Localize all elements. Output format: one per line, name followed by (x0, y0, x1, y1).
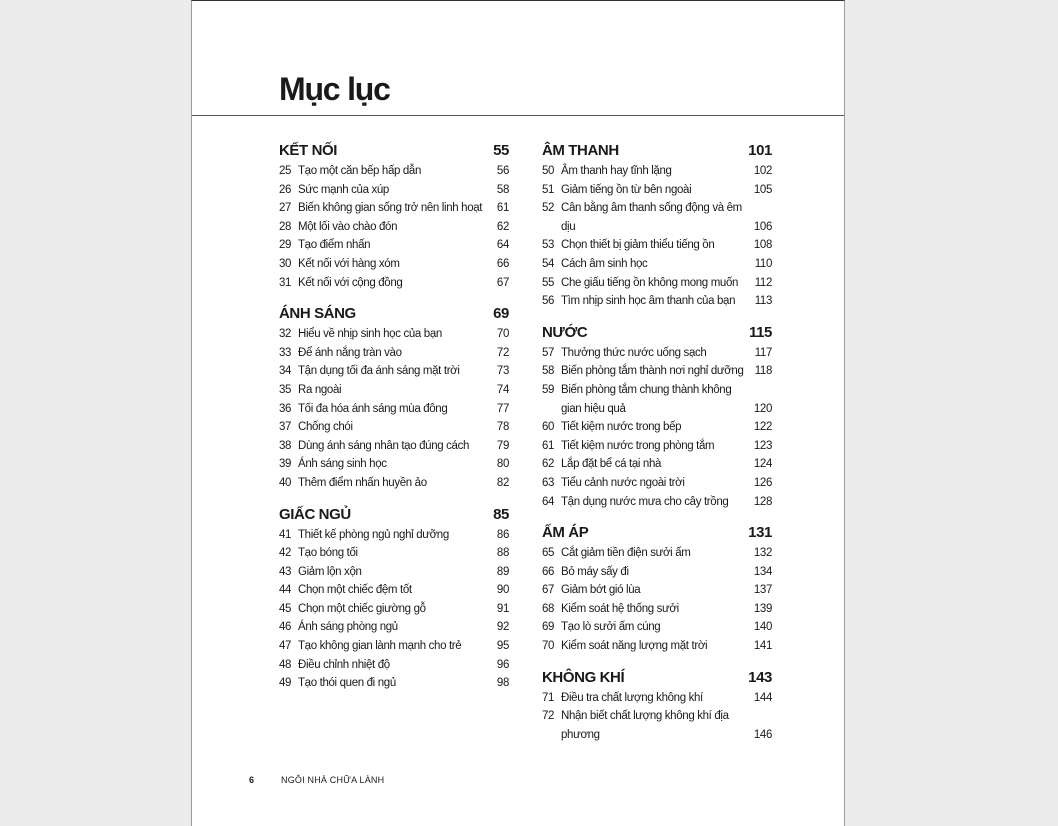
toc-entry[interactable] (542, 563, 772, 582)
entry-number: 57 (542, 346, 555, 359)
toc-entry[interactable] (542, 689, 772, 708)
toc-entry[interactable] (279, 563, 509, 582)
toc-column-left (279, 140, 509, 704)
entry-number: 36 (279, 402, 292, 415)
entry-title: Tạo điểm nhấn (298, 239, 371, 252)
entry-number: 48 (279, 658, 292, 671)
toc-entry[interactable] (279, 581, 509, 600)
section-title: ÁNH SÁNG (279, 305, 356, 323)
footer-page-number: 6 (249, 775, 255, 785)
entry-number: 39 (279, 458, 292, 471)
entry-title: Biến phòng tắm thành nơi nghỉ dưỡng (561, 365, 744, 378)
entry-number: 47 (279, 640, 292, 653)
toc-entry[interactable] (279, 274, 509, 293)
entry-number: 34 (279, 365, 292, 378)
toc-entry[interactable] (279, 362, 509, 381)
entry-page: 105 (753, 183, 772, 196)
entry-number: 64 (542, 495, 555, 508)
entry-number: 31 (279, 276, 292, 289)
entry-number: 62 (542, 458, 555, 471)
entry-title: Tạo không gian lành mạnh cho trẻ (298, 640, 462, 653)
entry-page: 120 (753, 402, 772, 415)
toc-entry[interactable] (279, 674, 509, 693)
entry-title: Ra ngoài (298, 383, 342, 396)
toc-entry[interactable] (279, 218, 509, 237)
toc-entry[interactable] (279, 544, 509, 563)
toc-entry[interactable] (279, 437, 509, 456)
toc-section (279, 140, 509, 292)
page-title: Mục lục (279, 71, 390, 107)
title-divider (192, 115, 844, 116)
entry-number: 72 (542, 710, 555, 723)
toc-entry[interactable] (279, 618, 509, 637)
footer-book-title: NGÔI NHÀ CHỮA LÀNH (281, 775, 385, 785)
entry-page: 126 (753, 476, 772, 489)
entry-title: Tìm nhịp sinh học âm thanh của bạn (561, 295, 736, 308)
entry-page: 66 (496, 257, 509, 270)
section-title: ÂM THANH (542, 142, 619, 159)
toc-entry[interactable] (279, 199, 509, 218)
entry-page: 92 (496, 621, 509, 634)
entry-number: 49 (279, 677, 292, 690)
entry-page: 132 (753, 547, 772, 560)
entry-page: 110 (754, 257, 772, 270)
entry-title: Kiểm soát hệ thống sưởi (561, 602, 679, 615)
toc-entry[interactable] (542, 162, 772, 181)
section-heading[interactable] (542, 322, 772, 344)
entry-page: 62 (496, 220, 509, 233)
entry-title: Tận dụng tối đa ánh sáng mặt trời (298, 365, 460, 378)
entry-title: Tiết kiệm nước trong phòng tắm (561, 439, 715, 452)
section-page: 115 (749, 323, 772, 341)
entry-title: Bỏ máy sấy đi (561, 565, 629, 578)
entry-title: Tạo thói quen đi ngủ (298, 677, 396, 690)
entry-number: 61 (542, 439, 555, 452)
entry-number: 38 (279, 439, 292, 452)
entry-page: 113 (754, 295, 772, 308)
entry-title: Giảm tiếng ồn từ bên ngoài (561, 183, 692, 196)
entry-page: 108 (753, 239, 772, 252)
entry-page: 82 (496, 476, 509, 489)
toc-entry[interactable] (542, 292, 772, 311)
toc-entry[interactable] (542, 437, 772, 456)
entry-number: 68 (542, 602, 555, 615)
toc-entry[interactable] (279, 181, 509, 200)
toc-entry[interactable] (279, 418, 509, 437)
entry-page: 72 (496, 346, 509, 359)
entry-number: 35 (279, 383, 292, 396)
section-title: KHÔNG KHÍ (542, 668, 625, 686)
entry-title: Tối đa hóa ánh sáng mùa đông (298, 402, 448, 415)
section-page: 55 (493, 142, 509, 159)
section-title: KẾT NỐI (279, 142, 338, 159)
section-heading[interactable] (542, 667, 772, 689)
entry-page: 56 (496, 165, 509, 177)
entry-page: 77 (496, 402, 509, 415)
toc-section (542, 140, 772, 311)
entry-number: 71 (542, 691, 555, 704)
entry-page: 137 (753, 584, 772, 597)
entry-page: 91 (496, 602, 509, 615)
toc-entry[interactable] (542, 418, 772, 437)
entry-page: 106 (753, 220, 772, 233)
toc-entry[interactable] (542, 362, 772, 381)
entry-page: 95 (496, 640, 509, 653)
entry-number: 51 (542, 183, 555, 196)
entry-title: Dùng ánh sáng nhân tạo đúng cách (298, 439, 470, 452)
entry-page: 74 (496, 383, 509, 396)
entry-number: 60 (542, 421, 555, 434)
entry-number: 56 (542, 295, 555, 308)
entry-page: 117 (754, 346, 772, 359)
toc-entry[interactable] (279, 255, 509, 274)
toc-entry[interactable] (542, 199, 772, 236)
entry-page: 123 (753, 439, 772, 452)
toc-entry[interactable] (542, 474, 772, 493)
entry-title: Tạo bóng tối (298, 547, 358, 560)
entry-page: 98 (496, 677, 509, 690)
entry-number: 25 (279, 165, 292, 177)
toc-section (542, 667, 772, 745)
entry-title: Tận dụng nước mưa cho cây trồng (561, 495, 729, 508)
entry-title: Tiết kiệm nước trong bếp (561, 421, 682, 434)
entry-page: 128 (753, 495, 772, 508)
entry-page: 122 (753, 421, 772, 434)
entry-title: Cách âm sinh học (561, 257, 648, 270)
entry-title: Cân bằng âm thanh sống động và êm dịu (561, 202, 742, 233)
entry-title: Kết nối với cộng đồng (298, 276, 403, 289)
toc-entry[interactable] (279, 325, 509, 344)
entry-number: 45 (279, 602, 292, 615)
entry-page: 140 (753, 621, 772, 634)
entry-page: 64 (496, 239, 509, 252)
toc-entry[interactable] (542, 637, 772, 656)
entry-page: 67 (496, 276, 509, 289)
entry-number: 59 (542, 383, 555, 396)
entry-page: 96 (496, 658, 509, 671)
entry-number: 66 (542, 565, 555, 578)
entry-number: 41 (279, 528, 292, 541)
entry-number: 42 (279, 547, 292, 560)
toc-entry[interactable] (542, 707, 772, 744)
toc-entry[interactable] (542, 455, 772, 474)
entry-page: 112 (754, 276, 772, 289)
section-page: 131 (748, 524, 772, 542)
toc-section (279, 303, 509, 492)
entry-page: 139 (753, 602, 772, 615)
entry-title: Âm thanh hay tĩnh lặng (561, 165, 672, 177)
toc-entry[interactable] (542, 181, 772, 200)
section-heading[interactable] (279, 303, 509, 325)
entry-page: 78 (496, 421, 509, 434)
section-title: GIẤC NGỦ (279, 505, 351, 523)
toc-entry[interactable] (542, 274, 772, 293)
entry-title: Biến phòng tắm chung thành không gian hiệu quả (561, 383, 732, 415)
entry-page: 134 (753, 565, 772, 578)
entry-page: 79 (496, 439, 509, 452)
entry-number: 27 (279, 202, 292, 215)
entry-number: 67 (542, 584, 555, 597)
entry-number: 58 (542, 365, 555, 378)
entry-title: Cắt giảm tiền điện sưởi ấm (561, 547, 691, 560)
toc-entry[interactable] (542, 344, 772, 363)
toc-entry[interactable] (279, 236, 509, 255)
entry-number: 70 (542, 640, 555, 653)
toc-entry[interactable] (542, 493, 772, 512)
entry-number: 52 (542, 202, 555, 215)
section-page: 69 (493, 305, 509, 323)
entry-title: Điều chỉnh nhiệt độ (298, 658, 390, 671)
entry-page: 61 (496, 202, 509, 215)
section-heading[interactable] (542, 522, 772, 544)
entry-title: Kiểm soát năng lượng mặt trời (561, 640, 708, 653)
entry-title: Một lối vào chào đón (298, 220, 398, 233)
toc-entry[interactable] (542, 381, 772, 418)
entry-title: Điều tra chất lượng không khí (561, 691, 703, 704)
section-heading[interactable] (542, 140, 772, 162)
entry-number: 37 (279, 421, 292, 434)
toc-entry[interactable] (542, 600, 772, 619)
entry-number: 30 (279, 257, 292, 270)
toc-section (542, 322, 772, 511)
entry-number: 28 (279, 220, 292, 233)
entry-page: 90 (496, 584, 509, 597)
toc-entry[interactable] (279, 400, 509, 419)
entry-number: 63 (542, 476, 555, 489)
toc-entry[interactable] (279, 526, 509, 545)
entry-page: 88 (496, 547, 509, 560)
entry-number: 54 (542, 257, 555, 270)
entry-title: Nhận biết chất lượng không khí địa phương (561, 710, 729, 741)
toc-entry[interactable] (542, 618, 772, 637)
entry-page: 73 (496, 365, 509, 378)
section-page: 143 (748, 668, 772, 686)
entry-number: 33 (279, 346, 292, 359)
entry-number: 53 (542, 239, 555, 252)
entry-number: 43 (279, 565, 292, 578)
entry-page: 86 (496, 528, 509, 541)
entry-number: 50 (542, 165, 555, 177)
entry-title: Thưởng thức nước uống sạch (561, 346, 707, 359)
toc-entry[interactable] (542, 581, 772, 600)
entry-number: 44 (279, 584, 292, 597)
entry-number: 55 (542, 276, 555, 289)
entry-page: 146 (753, 728, 772, 741)
entry-number: 40 (279, 476, 292, 489)
entry-number: 32 (279, 328, 292, 341)
toc-entry[interactable] (542, 255, 772, 274)
entry-page: 144 (753, 691, 772, 704)
toc-entry[interactable] (542, 544, 772, 563)
entry-title: Chọn thiết bị giảm thiểu tiếng ồn (561, 239, 715, 252)
toc-entry[interactable] (279, 344, 509, 363)
entry-page: 80 (496, 458, 509, 471)
entry-number: 65 (542, 547, 555, 560)
entry-page: 102 (753, 165, 772, 177)
entry-page: 89 (496, 565, 509, 578)
entry-page: 118 (754, 365, 772, 378)
entry-title: Thiết kế phòng ngủ nghỉ dưỡng (298, 528, 449, 541)
entry-page: 58 (496, 183, 509, 196)
entry-title: Thêm điểm nhấn huyền ảo (298, 476, 427, 489)
entry-title: Giảm bớt gió lùa (561, 584, 641, 597)
entry-title: Chọn một chiếc đệm tốt (298, 584, 412, 597)
entry-title: Che giấu tiếng ồn không mong muốn (561, 276, 739, 289)
entry-title: Ánh sáng phòng ngủ (298, 621, 398, 634)
entry-title: Lắp đặt bể cá tại nhà (561, 458, 662, 471)
toc-entry[interactable] (279, 381, 509, 400)
toc-section (279, 504, 509, 693)
entry-title: Ánh sáng sinh học (298, 458, 387, 471)
entry-title: Để ánh nắng tràn vào (298, 346, 402, 359)
section-page: 85 (493, 505, 509, 523)
entry-title: Chống chói (298, 421, 353, 434)
entry-number: 26 (279, 183, 292, 196)
toc-section (542, 522, 772, 656)
entry-title: Hiểu về nhịp sinh học của bạn (298, 328, 442, 341)
toc-column-right (542, 140, 772, 755)
entry-number: 29 (279, 239, 292, 252)
toc-entry[interactable] (279, 600, 509, 619)
entry-page: 124 (753, 458, 772, 471)
toc-entry[interactable] (279, 455, 509, 474)
entry-number: 69 (542, 621, 555, 634)
entry-title: Tiểu cảnh nước ngoài trời (561, 476, 685, 489)
entry-page: 70 (496, 328, 509, 341)
entry-title: Chọn một chiếc giường gỗ (298, 602, 426, 615)
entry-page: 141 (753, 640, 772, 653)
section-title: NƯỚC (542, 323, 588, 341)
entry-title: Biến không gian sống trở nên linh hoạt (298, 202, 483, 215)
toc-entry[interactable] (279, 656, 509, 675)
entry-title: Tạo lò sưởi ấm cúng (561, 621, 661, 634)
entry-title: Sức mạnh của xúp (298, 183, 389, 196)
entry-title: Kết nối với hàng xóm (298, 257, 400, 270)
section-heading[interactable] (279, 504, 509, 526)
entry-number: 46 (279, 621, 292, 634)
toc-entry[interactable] (279, 474, 509, 493)
toc-entry[interactable] (279, 162, 509, 181)
document-page (191, 0, 845, 826)
section-title: ẤM ÁP (542, 524, 589, 542)
section-heading[interactable] (279, 140, 509, 162)
entry-title: Giảm lộn xộn (298, 565, 362, 578)
toc-entry[interactable] (279, 637, 509, 656)
section-page: 101 (748, 142, 772, 159)
entry-title: Tạo một căn bếp hấp dẫn (298, 165, 422, 177)
toc-entry[interactable] (542, 236, 772, 255)
